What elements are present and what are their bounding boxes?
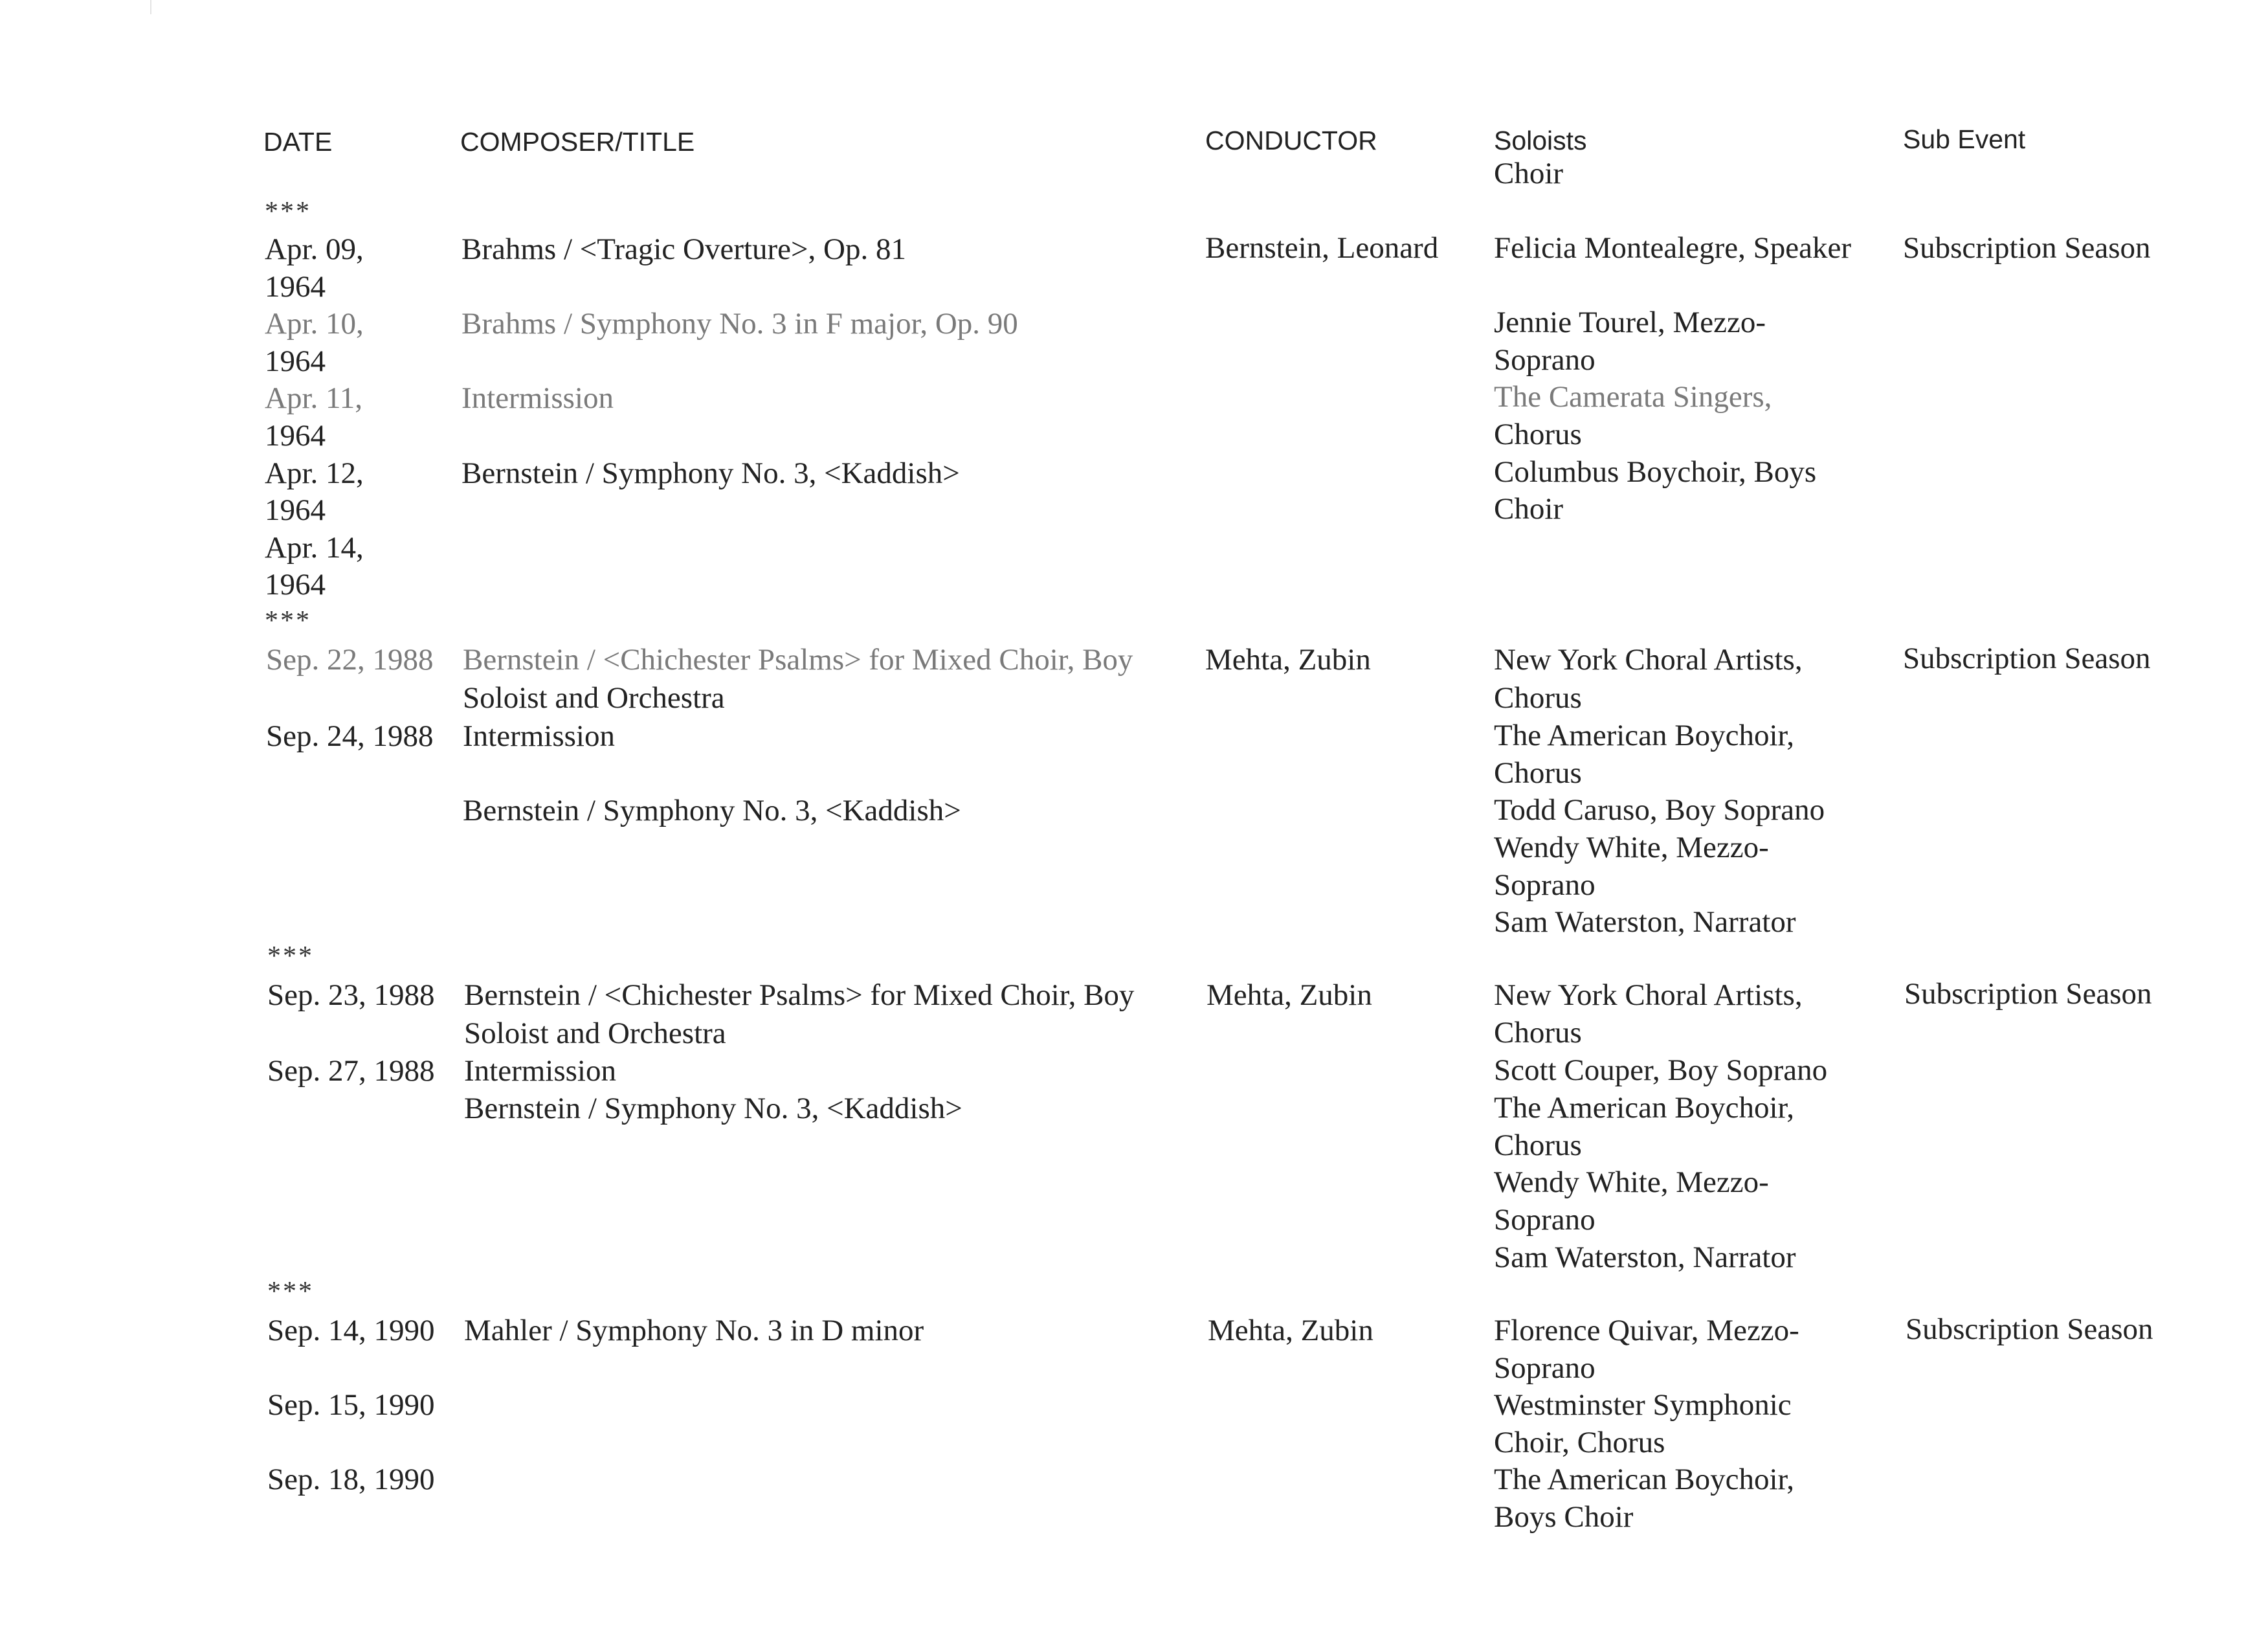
event-soloist-line: Soprano xyxy=(1494,868,1595,902)
event-date-line: Sep. 24, 1988 xyxy=(266,719,434,753)
event-work-line: Bernstein / Symphony No. 3, <Kaddish> xyxy=(464,1092,962,1125)
event-date-line: Apr. 11, xyxy=(265,381,363,415)
event-date-line: Sep. 27, 1988 xyxy=(267,1054,435,1088)
event-date-line: Sep. 18, 1990 xyxy=(267,1463,435,1496)
event-sub-event: Subscription Season xyxy=(1904,977,2152,1011)
event-soloist-line: Chorus xyxy=(1494,681,1582,715)
event-soloist-line: Westminster Symphonic xyxy=(1494,1388,1792,1422)
event-work-line: Bernstein / <Chichester Psalms> for Mixed Choir, Boy xyxy=(463,643,1133,677)
event-work-line: Bernstein / <Chichester Psalms> for Mixed Choir, Boy xyxy=(464,978,1135,1012)
event-separator: *** xyxy=(265,197,311,227)
header-soloists: Soloists xyxy=(1494,126,1587,155)
event-sub-event: Subscription Season xyxy=(1906,1312,2153,1346)
event-date-line: Sep. 15, 1990 xyxy=(267,1388,435,1422)
header-conductor: CONDUCTOR xyxy=(1205,126,1377,155)
event-soloist-line: Soprano xyxy=(1494,343,1595,377)
event-date-line: Sep. 22, 1988 xyxy=(266,643,434,677)
event-work-line: Bernstein / Symphony No. 3, <Kaddish> xyxy=(463,794,961,827)
header-sub-event: Sub Event xyxy=(1903,124,2026,154)
event-separator: *** xyxy=(265,606,311,636)
header-choir: Choir xyxy=(1494,157,1564,190)
event-work-line: Soloist and Orchestra xyxy=(463,681,725,715)
event-date-line: 1964 xyxy=(265,344,326,378)
event-soloist-line: The Camerata Singers, xyxy=(1494,380,1772,414)
event-date-line: Apr. 12, xyxy=(265,456,364,490)
event-date-line: Sep. 23, 1988 xyxy=(267,978,435,1012)
event-soloist-line: New York Choral Artists, xyxy=(1494,978,1803,1012)
event-date-line: Apr. 14, xyxy=(265,531,364,565)
event-soloist-line: Boys Choir xyxy=(1494,1500,1634,1534)
event-date-line: Apr. 10, xyxy=(265,307,364,341)
event-separator: *** xyxy=(267,941,314,971)
event-date-line: 1964 xyxy=(265,419,326,453)
event-soloist-line: Jennie Tourel, Mezzo- xyxy=(1494,306,1766,339)
event-sub-event: Subscription Season xyxy=(1903,642,2151,675)
event-soloist-line: Soprano xyxy=(1494,1203,1595,1237)
event-soloist-line: Florence Quivar, Mezzo- xyxy=(1494,1314,1799,1347)
event-soloist-line: Columbus Boychoir, Boys xyxy=(1494,455,1817,489)
header-date: DATE xyxy=(263,127,333,157)
event-conductor: Mehta, Zubin xyxy=(1208,1314,1373,1347)
event-soloist-line: The American Boychoir, xyxy=(1494,1091,1795,1125)
event-soloist-line: The American Boychoir, xyxy=(1494,1463,1795,1496)
event-conductor: Mehta, Zubin xyxy=(1205,643,1371,677)
header-composer-title: COMPOSER/TITLE xyxy=(460,127,695,157)
event-soloist-line: Todd Caruso, Boy Soprano xyxy=(1494,793,1825,827)
event-conductor: Bernstein, Leonard xyxy=(1205,231,1439,265)
event-soloist-line: Scott Couper, Boy Soprano xyxy=(1494,1053,1828,1087)
event-sub-event: Subscription Season xyxy=(1903,231,2151,265)
event-soloist-line: Wendy White, Mezzo- xyxy=(1494,1165,1769,1199)
scan-artifact-mark xyxy=(150,0,151,14)
event-soloist-line: Choir, Chorus xyxy=(1494,1426,1665,1459)
event-work-line: Intermission xyxy=(463,719,615,753)
event-soloist-line: New York Choral Artists, xyxy=(1494,643,1803,677)
event-date-line: 1964 xyxy=(265,493,326,527)
event-work-line: Bernstein / Symphony No. 3, <Kaddish> xyxy=(461,456,960,490)
event-separator: *** xyxy=(267,1277,314,1307)
event-date-line: 1964 xyxy=(265,568,326,601)
event-work-line: Mahler / Symphony No. 3 in D minor xyxy=(464,1314,924,1347)
event-soloist-line: Chorus xyxy=(1494,418,1582,451)
event-soloist-line: Chorus xyxy=(1494,1129,1582,1162)
event-soloist-line: The American Boychoir, xyxy=(1494,719,1795,752)
event-soloist-line: Soprano xyxy=(1494,1351,1595,1385)
event-work-line: Brahms / Symphony No. 3 in F major, Op. 90 xyxy=(461,307,1018,341)
event-soloist-line: Wendy White, Mezzo- xyxy=(1494,831,1769,864)
event-conductor: Mehta, Zubin xyxy=(1206,978,1372,1012)
event-work-line: Intermission xyxy=(464,1054,616,1088)
event-soloist-line: Felicia Montealegre, Speaker xyxy=(1494,231,1852,265)
event-soloist-line: Sam Waterston, Narrator xyxy=(1494,1241,1796,1274)
event-soloist-line: Sam Waterston, Narrator xyxy=(1494,905,1796,939)
event-work-line: Brahms / <Tragic Overture>, Op. 81 xyxy=(461,232,906,266)
event-soloist-line: Chorus xyxy=(1494,1016,1582,1050)
event-work-line: Soloist and Orchestra xyxy=(464,1016,726,1050)
event-date-line: 1964 xyxy=(265,270,326,304)
event-date-line: Apr. 09, xyxy=(265,232,364,266)
event-soloist-line: Chorus xyxy=(1494,756,1582,790)
event-date-line: Sep. 14, 1990 xyxy=(267,1314,435,1347)
event-soloist-line: Choir xyxy=(1494,492,1564,526)
event-work-line: Intermission xyxy=(461,381,614,415)
